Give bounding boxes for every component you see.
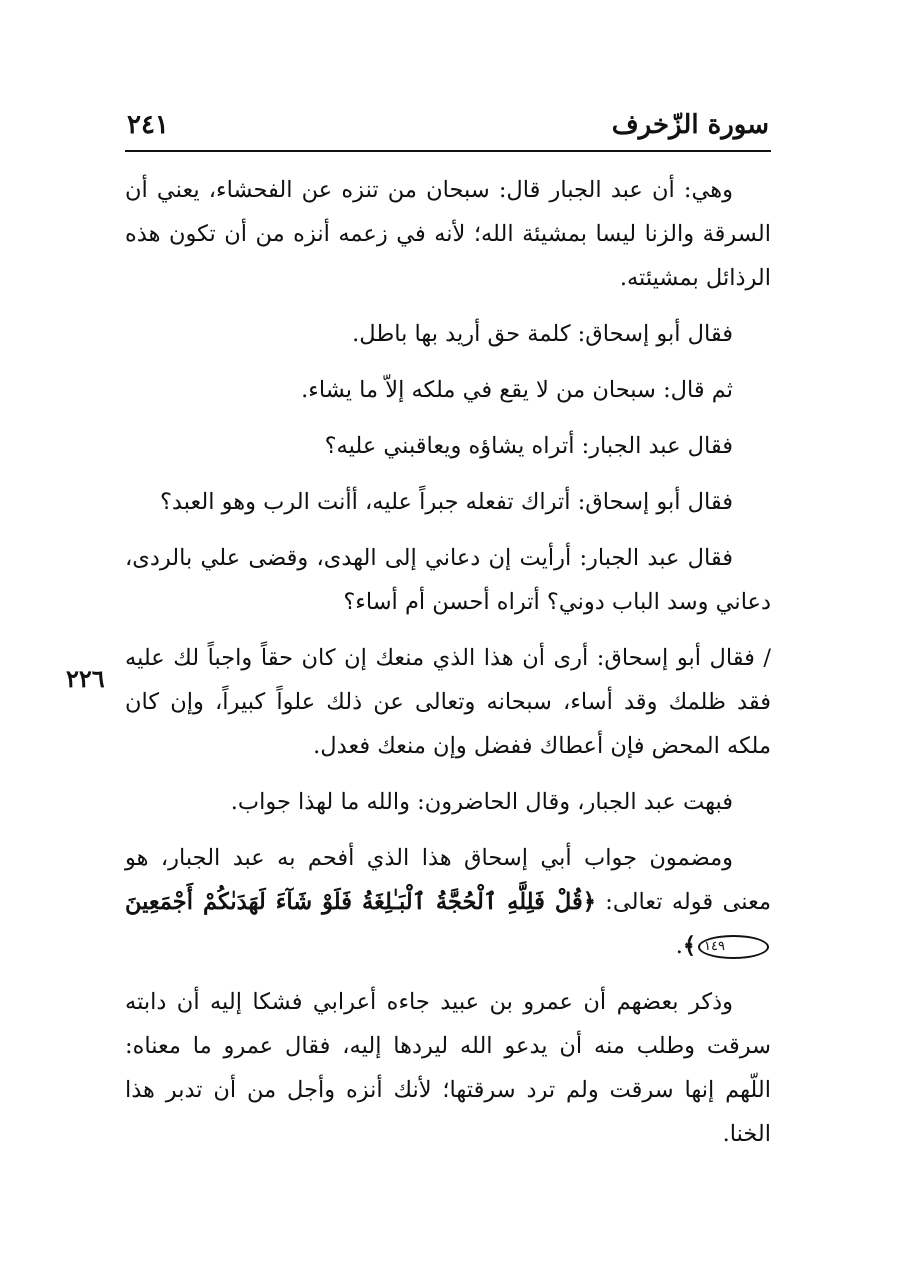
quran-verse-close: ﴾: [682, 933, 697, 959]
paragraph: ثم قال: سبحان من لا يقع في ملكه إلاّ ما يشاء.: [301, 377, 733, 403]
paragraph: فقال عبد الجبار: أرأيت إن دعاني إلى الهدى، وقضى علي بالردى، دعاني وسد الباب دوني؟ أتراه أحسن أم أساء؟: [125, 545, 771, 615]
quran-end-punct: .: [675, 933, 683, 959]
paragraph: فقال عبد الجبار: أتراه يشاؤه ويعاقبني عليه؟: [324, 433, 733, 459]
page-number: ٢٤١: [127, 110, 169, 140]
paragraph: فبهت عبد الجبار، وقال الحاضرون: والله ما لهذا جواب.: [230, 789, 733, 815]
paragraph: / فقال أبو إسحاق: أرى أن هذا الذي منعك إن كان حقاً واجباً لك عليه فقد ظلمك وقد أساء، سبحانه وتعالى عن ذلك علواً كبيراً، وإن كان ملكه المحض فإن أعطاك ففضل وإن منعك فعدل.: [125, 645, 771, 759]
main-text: [125, 168, 771, 1168]
paragraph: وهي: أن عبد الجبار قال: سبحان من تنزه عن الفحشاء، يعني أن السرقة والزنا ليسا بمشيئة الله؛ لأنه في زعمه أنزه من أن تكون هذه الرذائل بمشيئته.: [125, 177, 771, 291]
paragraph: فقال أبو إسحاق: كلمة حق أريد بها باطل.: [352, 321, 733, 347]
quran-intro-text: ومضمون جواب أبي إسحاق هذا الذي أفحم به عبد الجبار، هو معنى قوله تعالى:: [125, 845, 771, 915]
chapter-title: سورة الزّخرف: [611, 110, 769, 140]
page-header: [125, 108, 771, 152]
quran-paragraph: [125, 836, 771, 968]
quran-verse: ﴿قُلْ فَلِلَّهِ ٱلْحُجَّةُ ٱلْبَـٰلِغَةُ فَلَوْ شَآءَ لَهَدَىٰكُمْ أَجْمَعِينَ: [125, 889, 596, 915]
paragraph: فقال أبو إسحاق: أتراك تفعله جبراً عليه، أأنت الرب وهو العبد؟: [159, 489, 733, 515]
margin-page-reference: ٢٢٦: [66, 664, 105, 693]
verse-number-marker: ١٤٩: [698, 935, 769, 959]
paragraph: وذكر بعضهم أن عمرو بن عبيد جاءه أعرابي فشكا إليه أن دابته سرقت وطلب منه أن يدعو الله ليردها إليه، فقال عمرو ما معناه: اللّهم إنها سرقت ولم ترد سرقتها؛ لأنك أنزه وأجل من أن تدبر هذا الخنا.: [125, 989, 771, 1147]
